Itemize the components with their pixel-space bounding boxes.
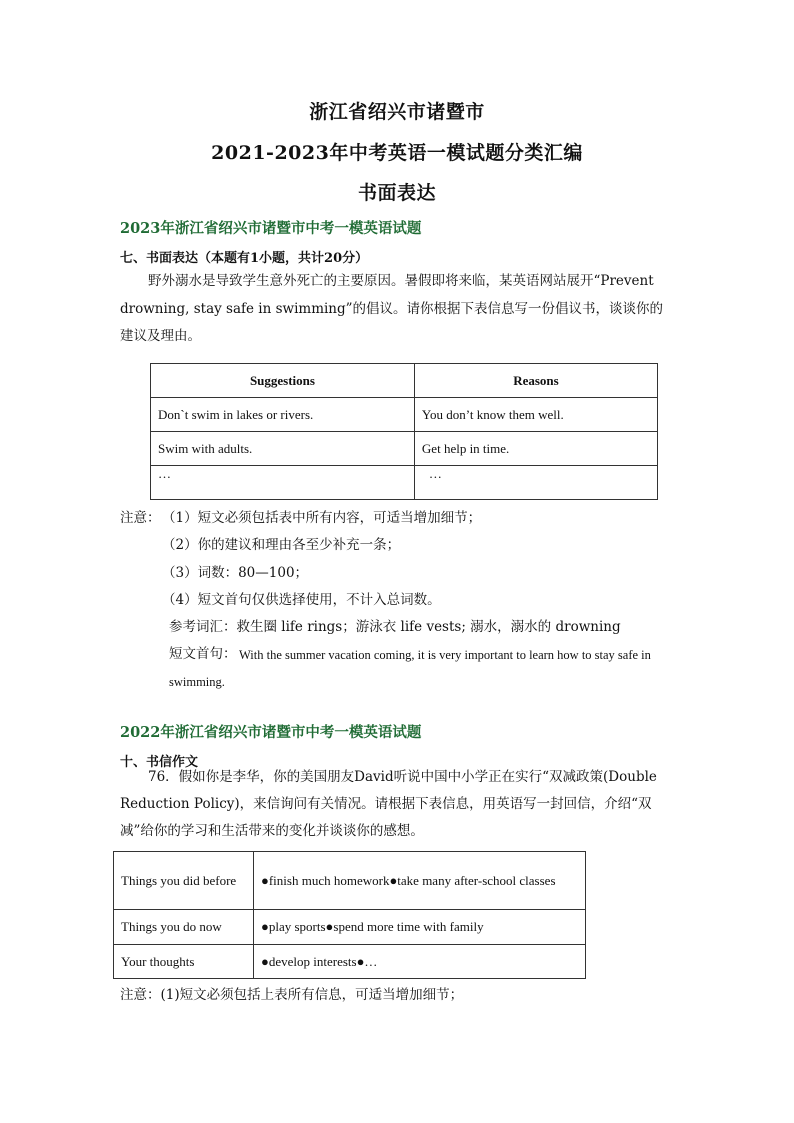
table-row xyxy=(151,432,658,466)
table-row xyxy=(151,398,658,432)
section-2023-heading: 2023年浙江省绍兴市诸暨市中考一模英语试题 xyxy=(120,220,422,237)
note-item: （1）短文必须包括表中所有内容，可适当增加细节； xyxy=(162,510,482,526)
table-cell: Things you do now xyxy=(114,910,254,945)
table-header-suggestions: Suggestions xyxy=(151,364,415,398)
table-cell: ●play sports●spend more time with family xyxy=(254,910,586,945)
table-cell: ●finish much homework●take many after-school classes xyxy=(254,852,586,910)
table-row xyxy=(114,910,586,945)
suggestions-table xyxy=(150,363,658,500)
doc-title-topic: 书面表达 xyxy=(357,182,436,204)
table-row xyxy=(151,466,658,500)
changes-table xyxy=(113,851,586,979)
section-2022-heading: 2022年浙江省绍兴市诸暨市中考一模英语试题 xyxy=(120,724,422,741)
table-cell: … xyxy=(414,466,657,500)
section-2022-prompt: 76．假如你是李华，你的美国朋友David听说中国中小学正在实行“双减政策(Double Reduction Policy)，来信询问有关情况。请根据下表信息，用英语写一封回信，介绍“双减”给你的学习和生活带来的变化并谈谈你的感想。 xyxy=(120,769,657,839)
notes-label: 注意： xyxy=(120,510,161,526)
table-cell: … xyxy=(151,466,415,500)
table-row xyxy=(114,852,586,910)
note-item: （2）你的建议和理由各至少补充一条； xyxy=(162,537,401,553)
section-2022-notes: 注意：(1)短文必须包括上表所有信息，可适当增加细节； xyxy=(120,987,464,1003)
first-sentence-text: With the summer vacation coming, it is very important to learn how to stay safe in swimming. xyxy=(169,648,651,689)
table-cell: Your thoughts xyxy=(114,945,254,979)
table-cell: ●develop interests●… xyxy=(254,945,586,979)
doc-title-region: 浙江省绍兴市诸暨市 xyxy=(309,101,485,123)
table-cell: You don’t know them well. xyxy=(414,398,657,432)
section-2023-subheading: 七、书面表达（本题有1小题，共计20分） xyxy=(120,251,369,266)
table-cell: Get help in time. xyxy=(414,432,657,466)
table-header-reasons: Reasons xyxy=(414,364,657,398)
table-header-row xyxy=(151,364,658,398)
vocabulary-reference: 参考词汇：救生圈 life rings；游泳衣 life vests; 溺水，溺水的 drowning xyxy=(169,619,621,635)
table-cell: Don`t swim in lakes or rivers. xyxy=(151,398,415,432)
table-cell: Things you did before xyxy=(114,852,254,910)
table-cell: Swim with adults. xyxy=(151,432,415,466)
note-item: （3）词数：80—100； xyxy=(162,565,309,581)
doc-title-subject: 2021-2023年中考英语一模试题分类汇编 xyxy=(211,142,583,164)
first-sentence-label: 短文首句： xyxy=(169,646,237,662)
note-item: （4）短文首句仅供选择使用，不计入总词数。 xyxy=(162,592,441,608)
section-2023-prompt: 野外溺水是导致学生意外死亡的主要原因。暑假即将来临，某英语网站展开“Prevent drowning, stay safe in swimming”的倡议。请你根据下表信息写一份倡议书，谈谈你的建议及理由。 xyxy=(120,273,664,344)
table-row xyxy=(114,945,586,979)
section-2022-subheading: 十、书信作文 xyxy=(120,755,199,770)
